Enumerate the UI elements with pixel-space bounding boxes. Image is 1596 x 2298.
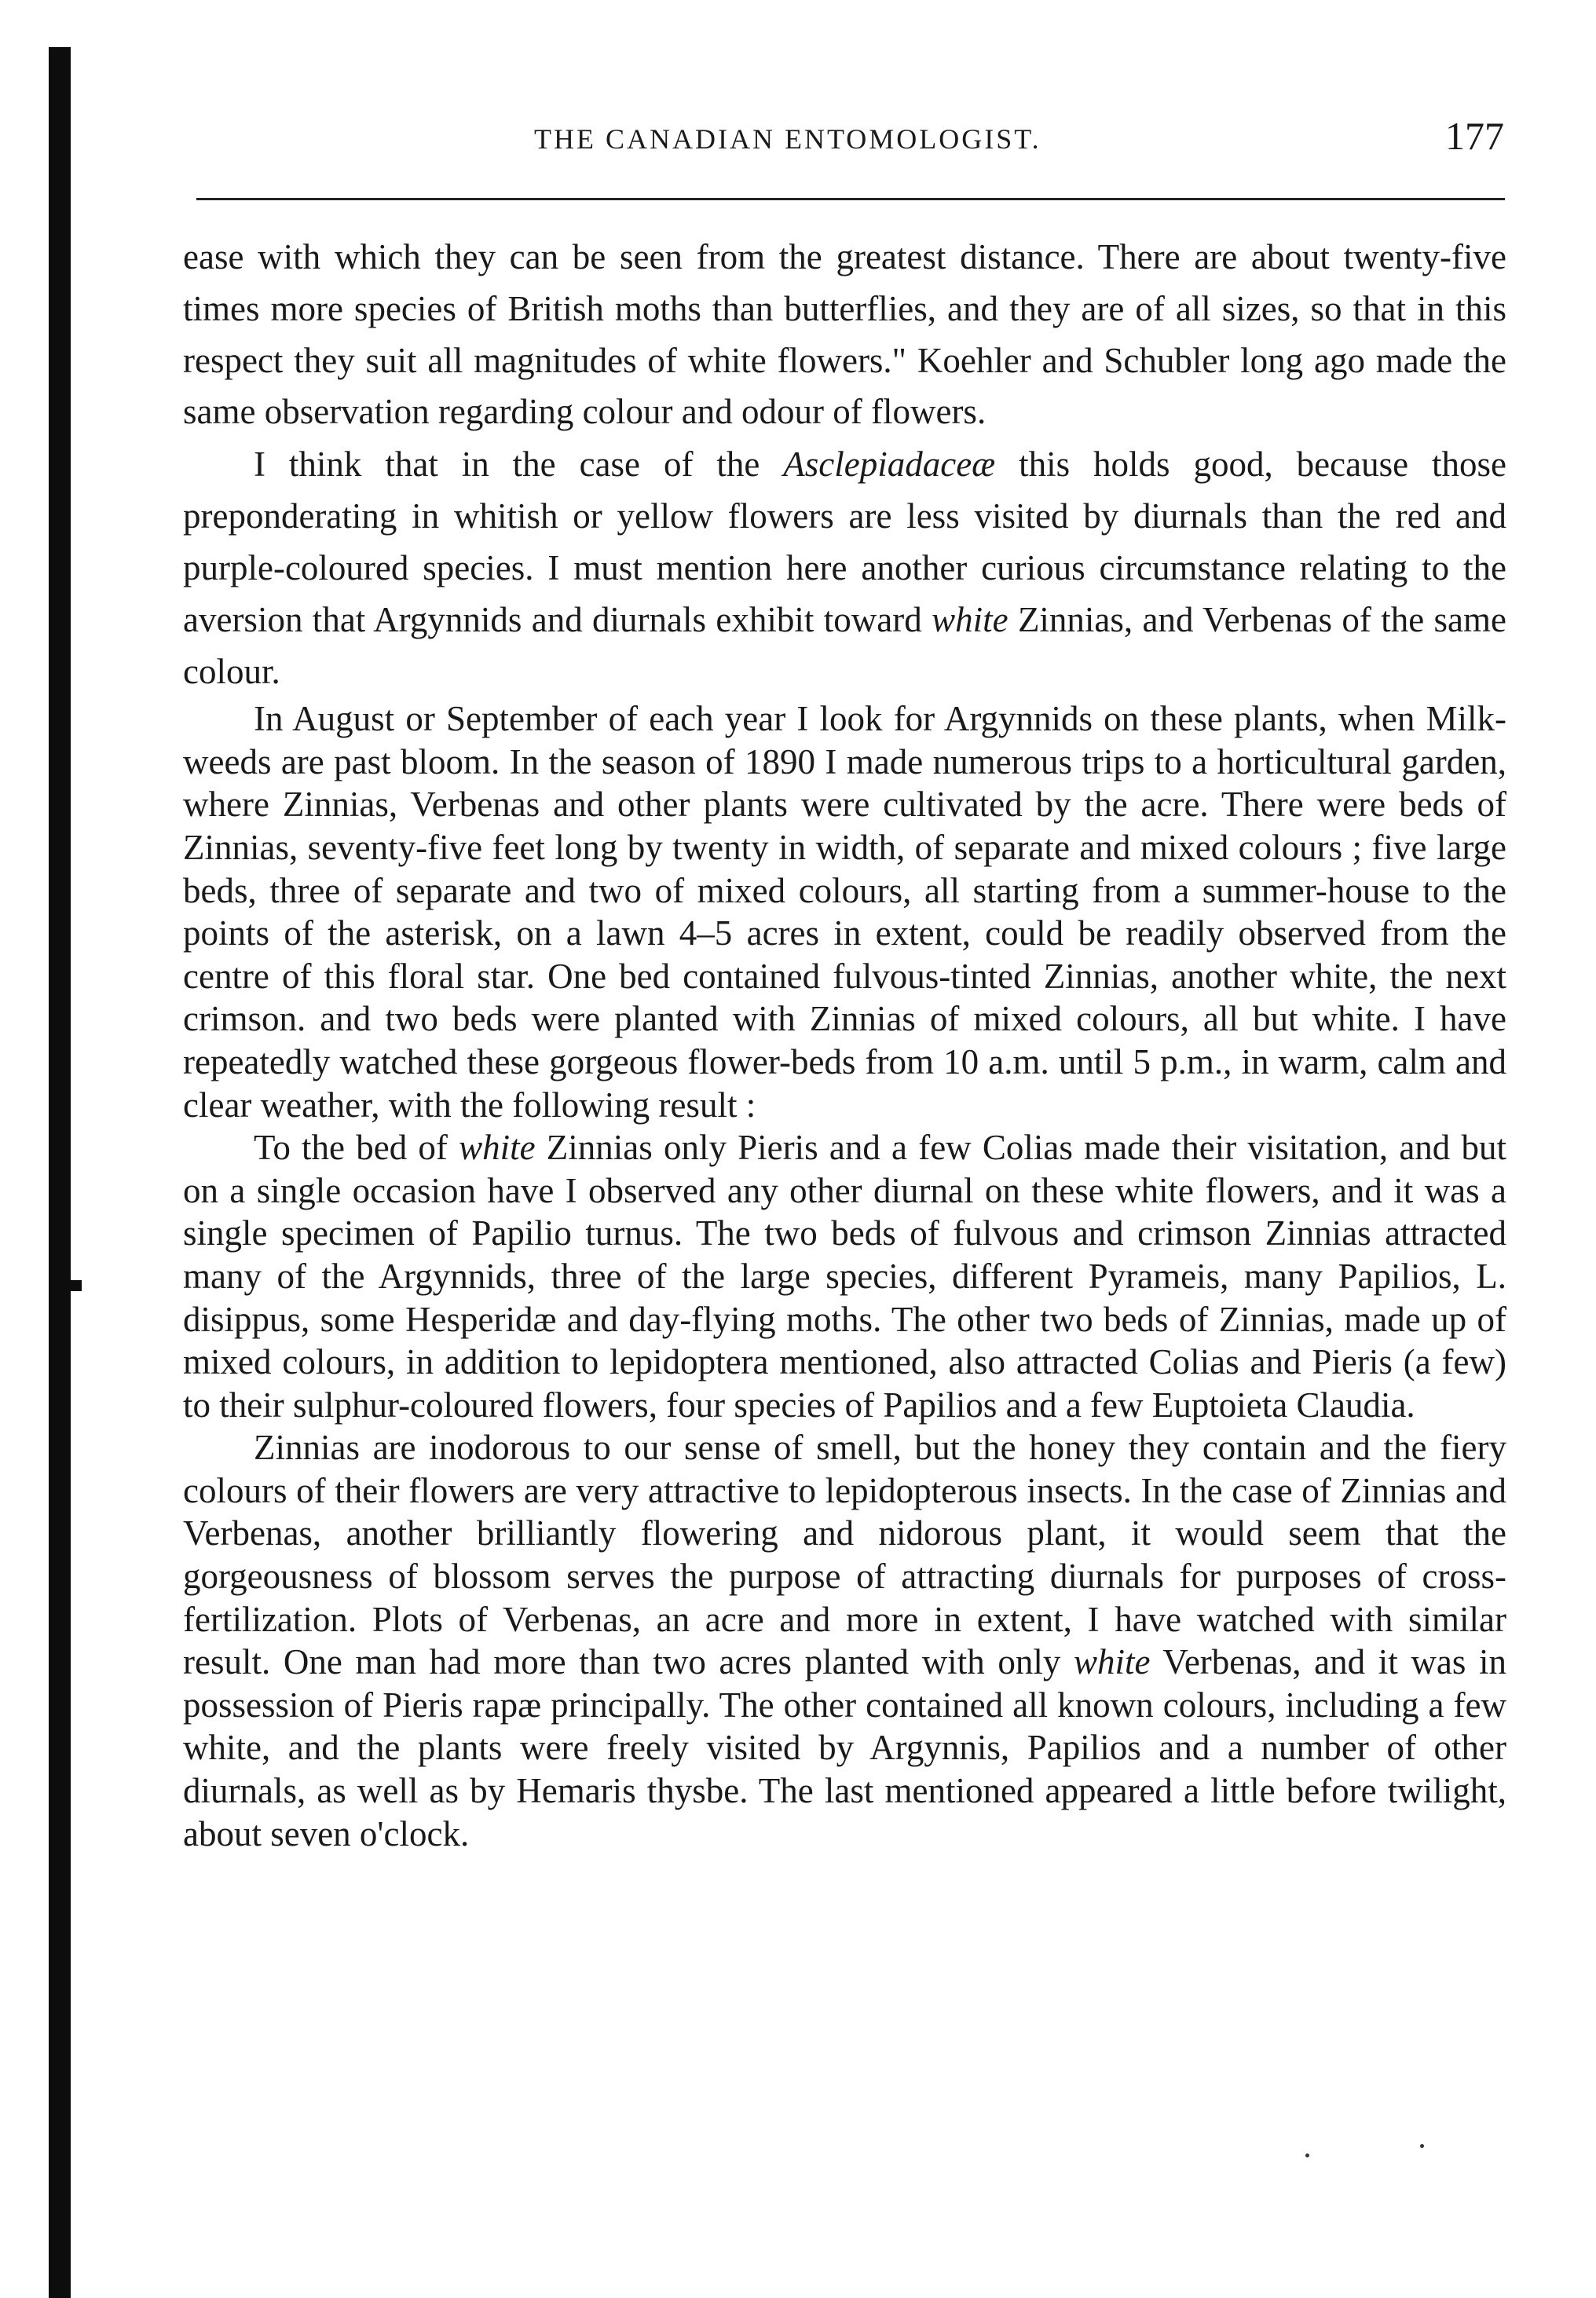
scan-speck — [1305, 2153, 1309, 2157]
paragraph: ease with which they can be seen from the greatest distance. There are about twenty-five times more species of British moths than butterflies, and they are of all sizes, so that in this respect they suit all magnitudes of white flowers." Koehler and Schubler long ago made the same observation regarding colour and odour of flowers. — [183, 237, 1506, 432]
running-title: THE CANADIAN ENTOMOLOGIST. — [534, 123, 1041, 155]
text-run: Verbenas, and it was in possession of Pieris rapæ principally. The other contained all known colours, including a few white, and the plants were freely visited by Argynnis, Papilios and a number of other diurnals, as well as by Hemaris thysbe. The last mentioned appeared a little before twilight, about seven o'clock. — [183, 1642, 1506, 1853]
italic-term: white — [1073, 1642, 1151, 1682]
paragraph: In August or September of each year I look for Argynnids on these plants, when Milk-weeds are past bloom. In the season of 1890 I made numerous trips to a horticultural garden, where Zinnias, Verbenas and other plants were cultivated by the acre. There were beds of Zinnias, seventy-five feet long by twenty in width, of separate and mixed colours ; five large beds, three of separate and two of mixed colours, all starting from a summer-house to the points of the asterisk, on a lawn 4–5 acres in extent, could be readily observed from the centre of this floral star. One bed contained fulvous-tinted Zinnias, another white, the next crimson. and two beds were planted with Zinnias of mixed colours, all but white. I have repeatedly watched these gorgeous flower-beds from 10 a.m. until 5 p.m., in warm, calm and clear weather, with the following result : — [183, 699, 1506, 1125]
text-run: Zinnias, and Verbenas of the same colour. — [183, 600, 1507, 692]
paragraph — [183, 1126, 1506, 1426]
page-header — [185, 114, 1504, 173]
paragraph — [183, 438, 1506, 697]
italic-term: white — [459, 1128, 536, 1168]
italic-term: white — [932, 600, 1008, 640]
header-rule — [196, 198, 1505, 200]
scan-speck — [1420, 2144, 1424, 2148]
article-text — [183, 232, 1506, 1855]
binding-notch — [71, 1280, 82, 1291]
text-run: To the bed of — [254, 1128, 459, 1168]
text-run: I think that in the case of the — [254, 445, 784, 485]
paragraph — [183, 1426, 1506, 1855]
text-run: Zinnias only Pieris and a few Colias made their visitation, and but on a single occasion have I observed any other diurnal on these white flowers, and it was a single specimen of Papilio turnus. The two beds of fulvous and crimson Zinnias attracted many of the Argynnids, three of the large species, different Pyrameis, many Papilios, L. disippus, some Hesperidæ and day-flying moths. The other two beds of Zinnias, made up of mixed colours, in addition to lepidoptera mentioned, also attracted Colias and Pieris (a few) to their sulphur-coloured flowers, four species of Papilios and a few Euptoieta Claudia. — [183, 1128, 1506, 1425]
binding-edge — [49, 47, 71, 2298]
italic-term: Asclepiadaceæ — [783, 445, 996, 485]
text-run: this holds good, because those preponderating in whitish or yellow flowers are less visited by diurnals than the red and purple-coloured species. I must mention here another curious circumstance relating to the aversion that Argynnids and diurnals exhibit toward — [183, 445, 1506, 640]
text-run: Zinnias are inodorous to our sense of smell, but the honey they contain and the fiery colours of their flowers are very attractive to lepidopterous insects. In the case of Zinnias and Verbenas, another brilliantly flowering and nidorous plant, it would seem that the gorgeousness of blossom serves the purpose of attracting diurnals for purposes of cross-fertilization. Plots of Verbenas, an acre and more in extent, I have watched with similar result. One man had more than two acres planted with only — [183, 1428, 1506, 1682]
page-number: 177 — [1445, 114, 1504, 158]
